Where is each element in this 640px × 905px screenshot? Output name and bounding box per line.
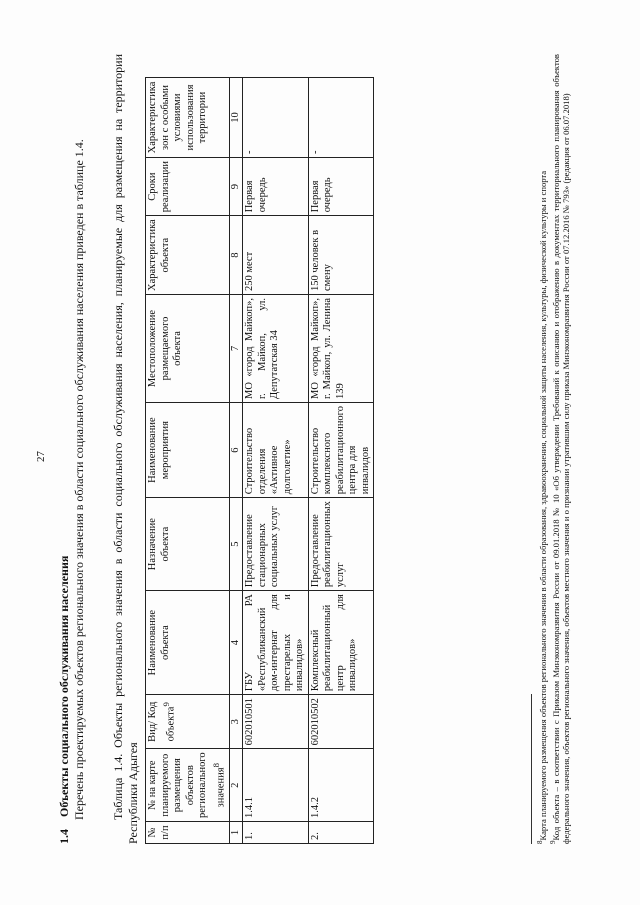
column-number: 2: [229, 749, 243, 822]
column-number-row: [229, 77, 243, 843]
column-number: 3: [229, 695, 243, 749]
objects-table: [145, 77, 374, 844]
section-heading: [57, 44, 72, 844]
object-action: Строительство отделения «Активное долголетие»: [243, 403, 309, 498]
column-number: 6: [229, 403, 243, 498]
header-cell: Характеристика объекта: [146, 216, 230, 295]
column-number: 7: [229, 295, 243, 403]
map-number: 1.4.2: [308, 749, 374, 822]
table-header-row: [146, 77, 230, 843]
header-cell: Сроки реализации: [146, 157, 230, 215]
footnote-separator: [531, 694, 532, 844]
object-action: Строительство комплексного реабилитационного центра для инвалидов: [308, 403, 374, 498]
header-cell: Назначение объекта: [146, 498, 230, 591]
page-number: 27: [35, 451, 47, 462]
footnotes: [535, 54, 571, 844]
footnote-mark: 9: [549, 840, 558, 844]
header-cell: [146, 695, 230, 749]
header-cell: Наименование объекта: [146, 591, 230, 695]
section-number: 1.4: [57, 829, 71, 844]
object-location: МО «город Майкоп», г. Майкоп, ул. Депутатская 34: [243, 295, 309, 403]
object-term: Первая очередь: [308, 157, 374, 215]
footnote-text: Карта планируемого размещения объектов регионального значения в области образования, здравоохранения, социальной защиты населения, культуры, физической культуры и спорта: [537, 170, 548, 841]
object-characteristic: 150 человек в смену: [308, 216, 374, 295]
object-zones: -: [308, 77, 374, 157]
header-text: № на карте планируемого размещения объектов регионального значения: [147, 752, 226, 818]
column-number: 8: [229, 216, 243, 295]
object-name: Комплексный реабилитационный центр для инвалидов»: [308, 591, 374, 695]
object-code: 602010502: [308, 695, 374, 749]
header-cell: Характеристика зон с особыми условиями использования территории: [146, 77, 230, 157]
footnote-text: Код объекта – в соответствии с Приказом Минэкономразвития России от 09.01.2018 № 10 «Об утверждении Требований к описанию и отображению в документах территориального планирования объектов федерального значения, объектов регионального значения, объектов местного значения и о признании утратившим силу приказа Минэкономразвития России от 07.12.2016 № 793» (редакция от 06.07.2018): [550, 54, 572, 844]
object-code: 602010501: [243, 695, 309, 749]
table-row: [308, 77, 374, 843]
footnote: [548, 54, 571, 844]
section-block: [57, 44, 87, 844]
table-row: [243, 77, 309, 843]
object-purpose: Предоставление реабилитационных услуг: [308, 498, 374, 591]
rotated-content: [19, 22, 609, 882]
header-cell: [146, 749, 230, 822]
object-name: ГБУ РА «Республиканский дом-интернат для престарелых и инвалидов»: [243, 591, 309, 695]
column-number: 10: [229, 77, 243, 157]
header-text: Вид/ Код объекта: [147, 701, 176, 742]
section-intro: Перечень проектируемых объектов регионального значения в области социального обслуживания населения приведен в таблице 1.4.: [72, 139, 86, 820]
row-number: 1.: [243, 822, 309, 844]
row-number: 2.: [308, 822, 374, 844]
header-cell: № п/п: [146, 822, 230, 844]
column-number: 9: [229, 157, 243, 215]
section-title: Объекты социального обслуживания населения: [57, 555, 71, 817]
footnote-ref: 9: [160, 702, 171, 707]
footnote: [535, 54, 548, 844]
header-cell: Наименование мероприятия: [146, 403, 230, 498]
table-caption: Таблица 1.4. Объекты регионального значения в области социального обслуживания населения, планируемые для размещения на территории Республики Адыгея: [111, 54, 140, 844]
object-location: МО «город Майкоп», г. Майкоп, ул. Ленина 139: [308, 295, 374, 403]
footnote-mark: 8: [536, 840, 544, 844]
column-number: 4: [229, 591, 243, 695]
object-term: Первая очередь: [243, 157, 309, 215]
column-number: 1: [229, 822, 243, 844]
object-purpose: Предоставление стационарных социальных услуг: [243, 498, 309, 591]
object-characteristic: 250 мест: [243, 216, 309, 295]
header-cell: Местоположение размещаемого объекта: [146, 295, 230, 403]
object-zones: -: [243, 77, 309, 157]
footnote-ref: 8: [210, 762, 221, 768]
map-number: 1.4.1: [243, 749, 309, 822]
column-number: 5: [229, 498, 243, 591]
